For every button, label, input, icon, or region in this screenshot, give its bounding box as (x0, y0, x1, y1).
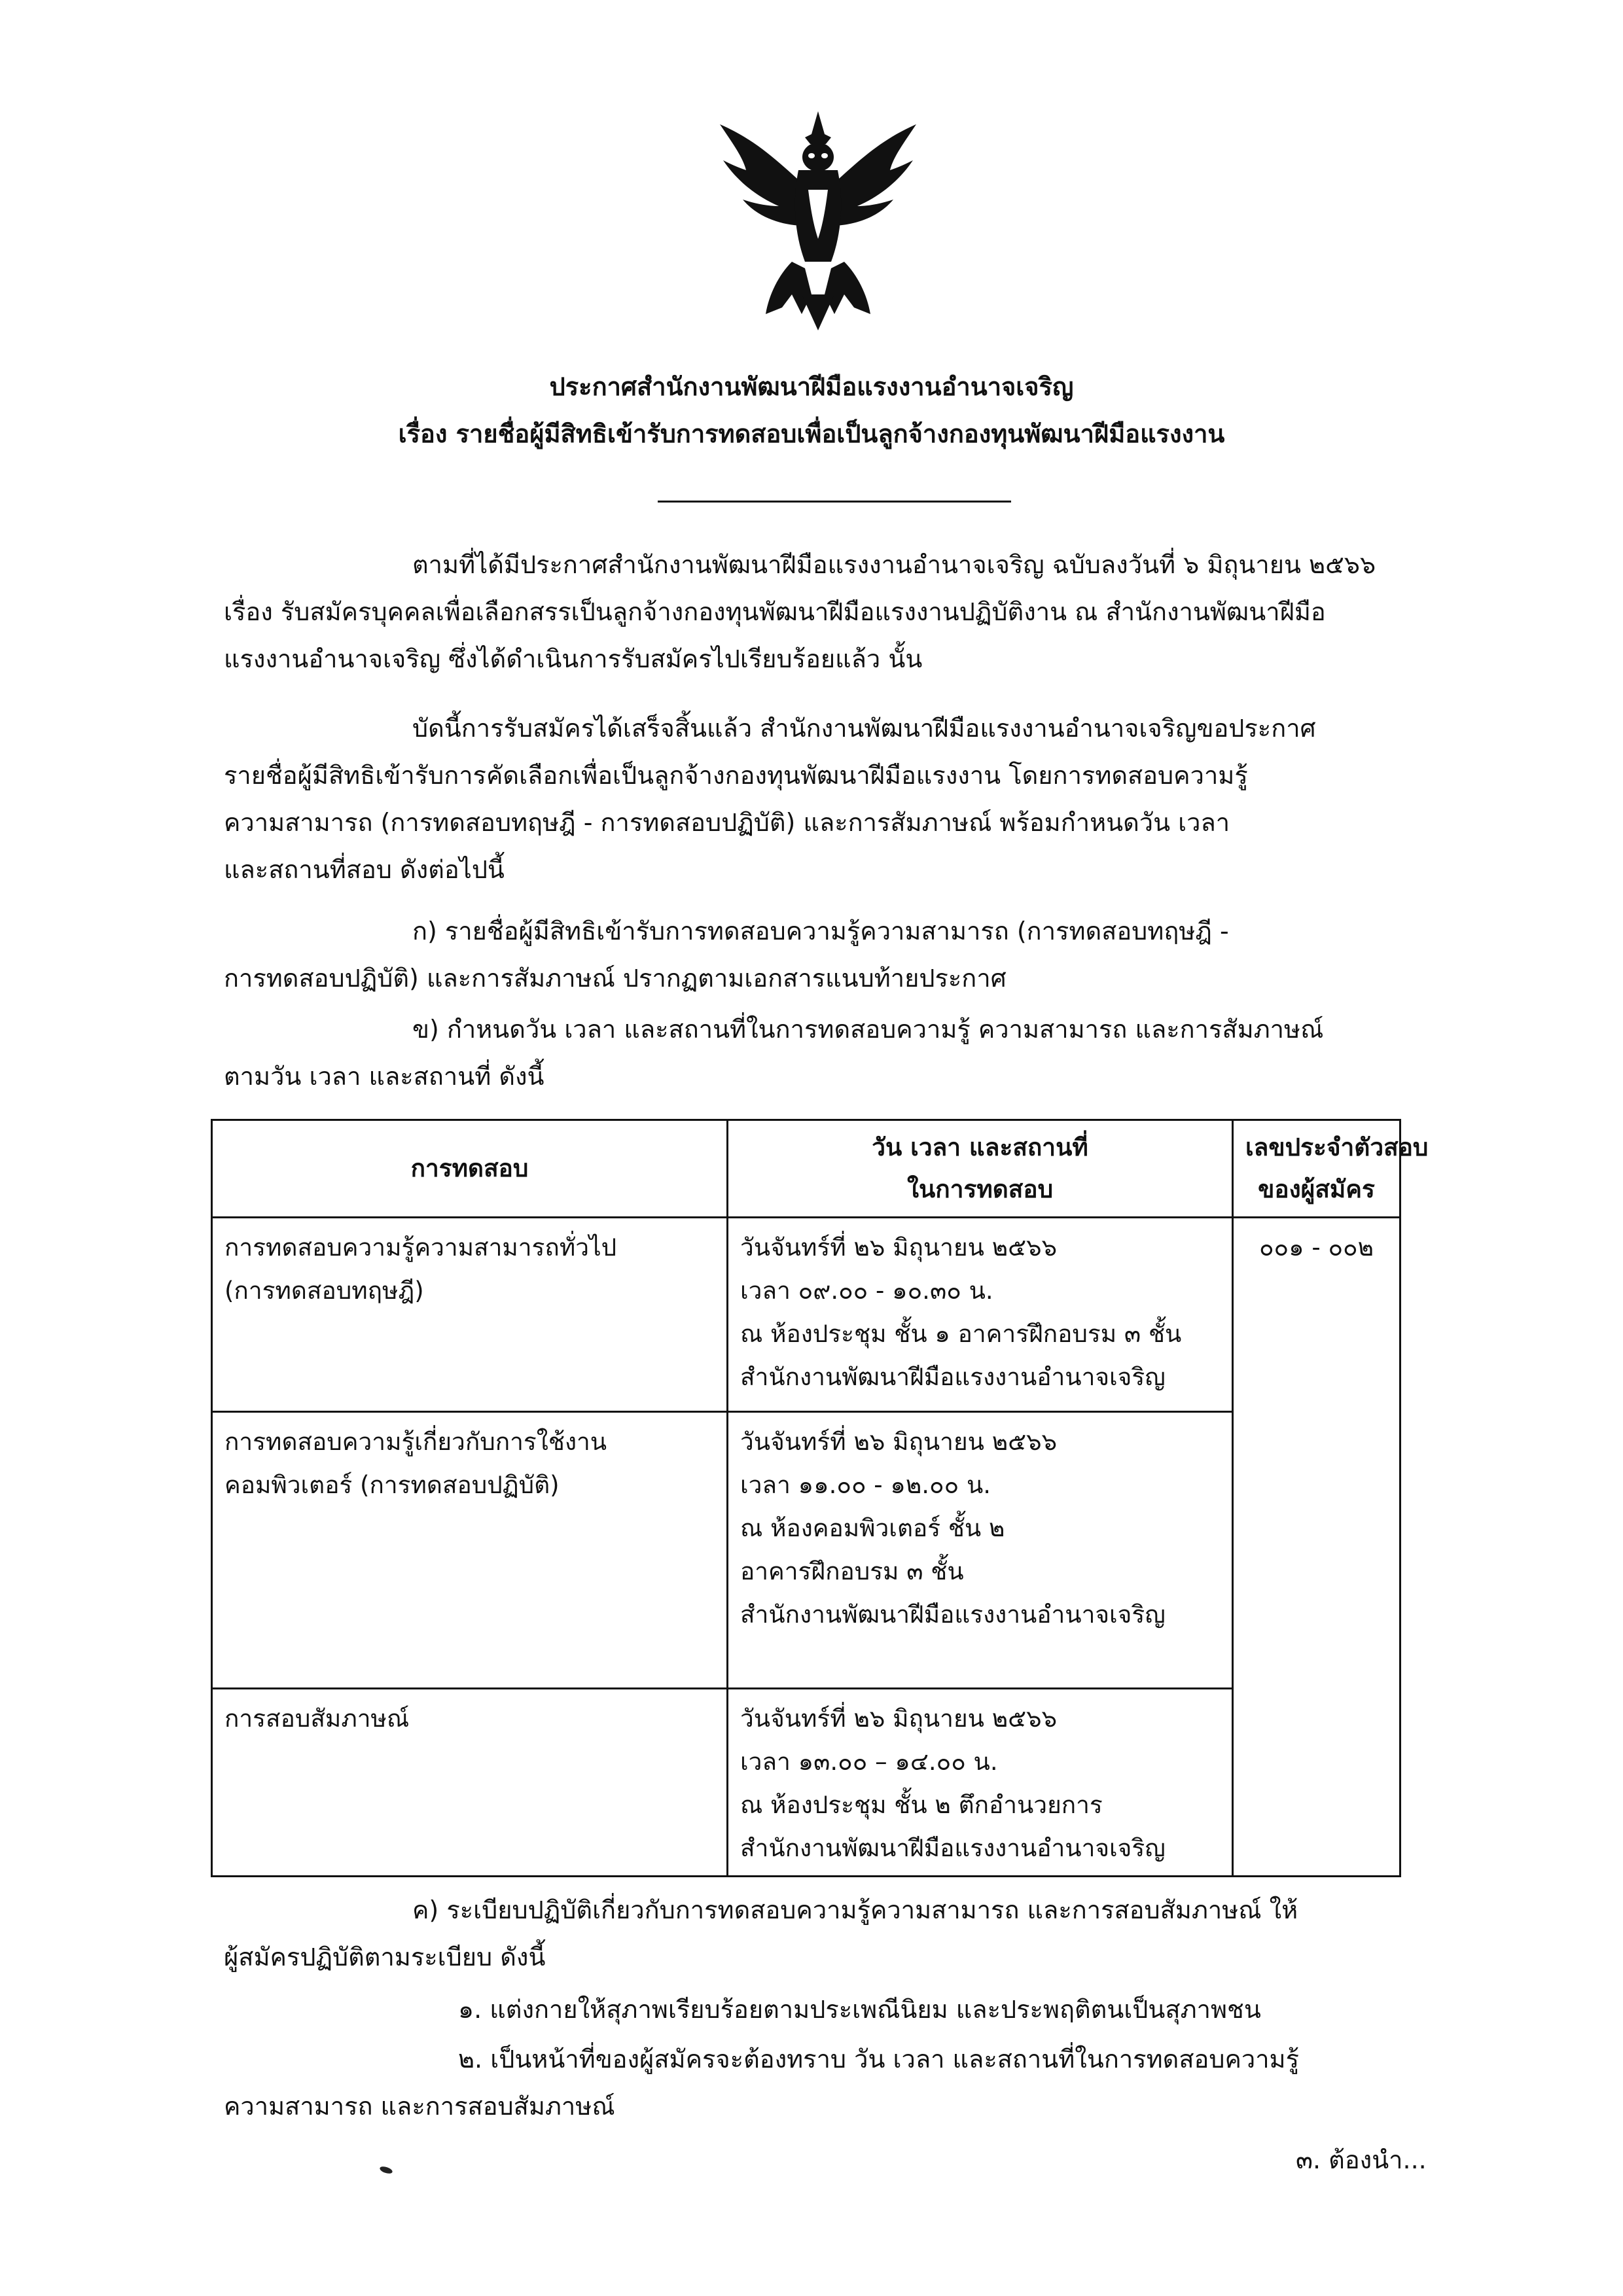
item-b-line: ตามวัน เวลา และสถานที่ ดังนี้ (224, 1062, 544, 1091)
table-header-row (212, 1120, 1400, 1218)
item-b-line: ข) กำหนดวัน เวลา และสถานที่ในการทดสอบความรู้ ความสามารถ และการสัมภาษณ์ (412, 1015, 1324, 1044)
header-exam: การทดสอบ (212, 1120, 728, 1218)
title-underline (658, 501, 1011, 503)
exam-cell: การทดสอบความรู้ความสามารถทั่วไป (การทดสอบทฤษฎี) (212, 1218, 728, 1412)
schedule-cell: วันจันทร์ที่ ๒๖ มิถุนายน ๒๕๖๖ เวลา ๑๑.๐๐ - ๑๒.๐๐ น. ณ ห้องคอมพิวเตอร์ ชั้น ๒ อาคารฝึกอบรม ๓ ชั้น สำนักงานพัฒนาฝีมือแรงงานอำนาจเจริญ (728, 1412, 1233, 1689)
rule-1: ๑. แต่งกายให้สุภาพเรียบร้อยตามประเพณีนิยม และประพฤติตนเป็นสุภาพชน (458, 1995, 1261, 2024)
header-candidate-id: เลขประจำตัวสอบ ของผู้สมัคร (1233, 1120, 1400, 1218)
exam-schedule-table (211, 1119, 1429, 1877)
announcement-subject: เรื่อง รายชื่อผู้มีสิทธิเข้ารับการทดสอบเพื่อเป็นลูกจ้างกองทุนพัฒนาฝีมือแรงงาน (398, 419, 1225, 448)
garuda-emblem-icon (707, 98, 929, 334)
schedule-cell: วันจันทร์ที่ ๒๖ มิถุนายน ๒๕๖๖ เวลา ๐๙.๐๐ - ๑๐.๓๐ น. ณ ห้องประชุม ชั้น ๑ อาคารฝึกอบรม ๓ ชั้น สำนักงานพัฒนาฝีมือแรงงานอำนาจเจริญ (728, 1218, 1233, 1412)
paragraph-line: และสถานที่สอบ ดังต่อไปนี้ (224, 855, 505, 884)
paragraph-line: ความสามารถ (การทดสอบทฤษฎี - การทดสอบปฏิบัติ) และการสัมภาษณ์ พร้อมกำหนดวัน เวลา (224, 808, 1230, 837)
item-a-line: การทดสอบปฏิบัติ) และการสัมภาษณ์ ปรากฏตามเอกสารแนบท้ายประกาศ (224, 964, 1007, 993)
exam-cell: การทดสอบความรู้เกี่ยวกับการใช้งาน คอมพิวเตอร์ (การทดสอบปฏิบัติ) (212, 1412, 728, 1689)
paragraph-line: แรงงานอำนาจเจริญ ซึ่งได้ดำเนินการรับสมัครไปเรียบร้อยแล้ว นั้น (224, 645, 923, 673)
page-continuation: ๓. ต้องนำ... (1296, 2146, 1427, 2174)
paragraph-line: เรื่อง รับสมัครบุคคลเพื่อเลือกสรรเป็นลูกจ้างกองทุนพัฒนาฝีมือแรงงานปฏิบัติงาน ณ สำนักงานพัฒนาฝีมือ (224, 597, 1326, 626)
table-row (212, 1689, 1400, 1877)
table-row (212, 1412, 1400, 1689)
paragraph-line: บัดนี้การรับสมัครได้เสร็จสิ้นแล้ว สำนักงานพัฒนาฝีมือแรงงานอำนาจเจริญขอประกาศ (412, 714, 1316, 743)
table-row (212, 1218, 1400, 1412)
candidate-id-cell (1233, 1689, 1400, 1877)
header-schedule: วัน เวลา และสถานที่ ในการทดสอบ (728, 1120, 1233, 1218)
paragraph-line: รายชื่อผู้มีสิทธิเข้ารับการคัดเลือกเพื่อเป็นลูกจ้างกองทุนพัฒนาฝีมือแรงงาน โดยการทดสอบความรู้ (224, 761, 1248, 790)
item-c-line: ค) ระเบียบปฏิบัติเกี่ยวกับการทดสอบความรู้ความสามารถ และการสอบสัมภาษณ์ ให้ (412, 1896, 1298, 1924)
scan-speck (379, 2165, 393, 2175)
rule-2-line: ๒. เป็นหน้าที่ของผู้สมัครจะต้องทราบ วัน เวลา และสถานที่ในการทดสอบความรู้ (458, 2045, 1300, 2074)
schedule-cell: วันจันทร์ที่ ๒๖ มิถุนายน ๒๕๖๖ เวลา ๑๓.๐๐ – ๑๔.๐๐ น. ณ ห้องประชุม ชั้น ๒ ตึกอำนวยการ สำนักงานพัฒนาฝีมือแรงงานอำนาจเจริญ (728, 1689, 1233, 1877)
announcement-title: ประกาศสำนักงานพัฒนาฝีมือแรงงานอำนาจเจริญ (549, 372, 1074, 401)
rule-2-line: ความสามารถ และการสอบสัมภาษณ์ (224, 2092, 615, 2121)
candidate-id-cell (1233, 1412, 1400, 1689)
paragraph-line: ตามที่ได้มีประกาศสำนักงานพัฒนาฝีมือแรงงานอำนาจเจริญ ฉบับลงวันที่ ๖ มิถุนายน ๒๕๖๖ (412, 550, 1376, 579)
item-c-line: ผู้สมัครปฏิบัติตามระเบียบ ดังนี้ (224, 1943, 546, 1971)
candidate-id-cell: ๐๐๑ - ๐๐๒ (1233, 1218, 1400, 1412)
item-a-line: ก) รายชื่อผู้มีสิทธิเข้ารับการทดสอบความรู้ความสามารถ (การทดสอบทฤษฎี - (412, 917, 1229, 945)
exam-cell: การสอบสัมภาษณ์ (212, 1689, 728, 1877)
